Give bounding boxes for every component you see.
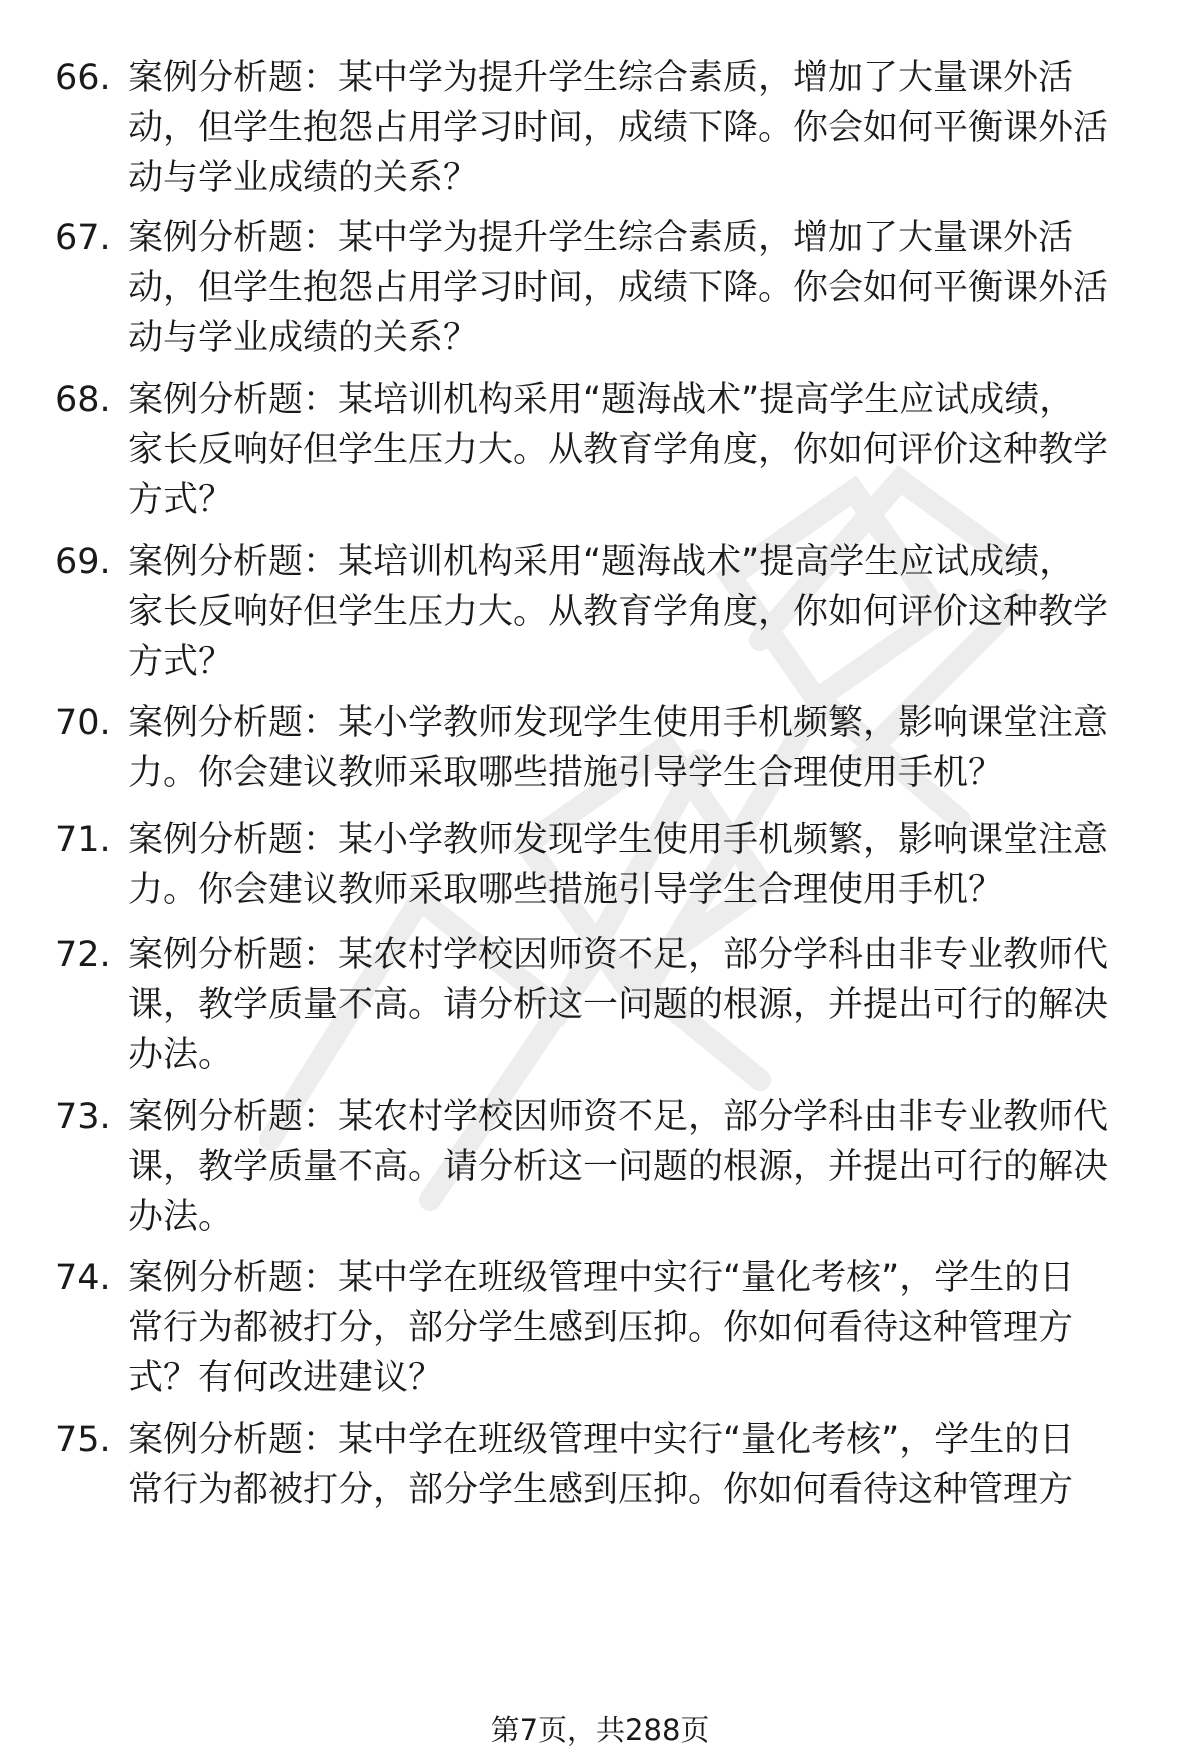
question-line: 家长反响好但学生压力大。从教育学角度，你如何评价这种教学: [128, 592, 1109, 632]
question-line: 案例分析题：某培训机构采用“题海战术”提高学生应试成绩，: [128, 542, 1075, 582]
question-text: [128, 698, 1142, 798]
question-number: 67.: [55, 218, 111, 258]
question-line: 案例分析题：某中学在班级管理中实行“量化考核”，学生的日: [128, 1258, 1075, 1298]
question-line: 办法。: [128, 1035, 234, 1075]
question-line: 案例分析题：某中学为提升学生综合素质，增加了大量课外活: [128, 58, 1074, 98]
question-line: 案例分析题：某中学为提升学生综合素质，增加了大量课外活: [128, 218, 1074, 258]
question-text: [128, 375, 1142, 525]
question-line: 方式？: [128, 480, 234, 520]
page-number-footer: 第7页，共288页: [490, 1713, 710, 1747]
question-line: 动与学业成绩的关系？: [128, 158, 479, 198]
question-line: 课，教学质量不高。请分析这一问题的根源，并提出可行的解决: [128, 1147, 1109, 1187]
question-number: 68.: [55, 380, 111, 420]
question-line: 案例分析题：某小学教师发现学生使用手机频繁，影响课堂注意: [128, 820, 1109, 860]
question-line: 案例分析题：某小学教师发现学生使用手机频繁，影响课堂注意: [128, 703, 1109, 743]
question-text: [128, 1092, 1142, 1242]
question-text: [128, 1253, 1142, 1403]
question-line: 方式？: [128, 642, 234, 682]
question-text: [128, 930, 1142, 1080]
question-line: 案例分析题：某培训机构采用“题海战术”提高学生应试成绩，: [128, 380, 1075, 420]
question-text: [128, 537, 1142, 687]
question-text: [128, 53, 1142, 203]
question-line: 案例分析题：某中学在班级管理中实行“量化考核”，学生的日: [128, 1420, 1075, 1460]
question-text: [128, 213, 1142, 363]
question-line: 办法。: [128, 1197, 234, 1237]
question-number: 71.: [55, 820, 111, 860]
question-line: 式？有何改进建议？: [128, 1358, 444, 1398]
question-line: 常行为都被打分，部分学生感到压抑。你如何看待这种管理方: [128, 1470, 1074, 1510]
question-number: 74.: [55, 1258, 111, 1298]
question-line: 课，教学质量不高。请分析这一问题的根源，并提出可行的解决: [128, 985, 1109, 1025]
question-text: [128, 1415, 1142, 1515]
question-line: 动，但学生抱怨占用学习时间，成绩下降。你会如何平衡课外活: [128, 268, 1109, 308]
question-number: 66.: [55, 58, 111, 98]
question-line: 力。你会建议教师采取哪些措施引导学生合理使用手机？: [128, 870, 1004, 910]
question-number: 73.: [55, 1097, 111, 1137]
question-line: 动与学业成绩的关系？: [128, 318, 479, 358]
question-line: 力。你会建议教师采取哪些措施引导学生合理使用手机？: [128, 753, 1004, 793]
question-line: 家长反响好但学生压力大。从教育学角度，你如何评价这种教学: [128, 430, 1109, 470]
question-number: 75.: [55, 1420, 111, 1460]
question-number: 69.: [55, 542, 111, 582]
question-line: 案例分析题：某农村学校因师资不足，部分学科由非专业教师代: [128, 935, 1109, 975]
question-line: 案例分析题：某农村学校因师资不足，部分学科由非专业教师代: [128, 1097, 1109, 1137]
question-line: 动，但学生抱怨占用学习时间，成绩下降。你会如何平衡课外活: [128, 108, 1109, 148]
question-text: [128, 815, 1142, 915]
question-number: 72.: [55, 935, 111, 975]
question-number: 70.: [55, 703, 111, 743]
question-line: 常行为都被打分，部分学生感到压抑。你如何看待这种管理方: [128, 1308, 1074, 1348]
